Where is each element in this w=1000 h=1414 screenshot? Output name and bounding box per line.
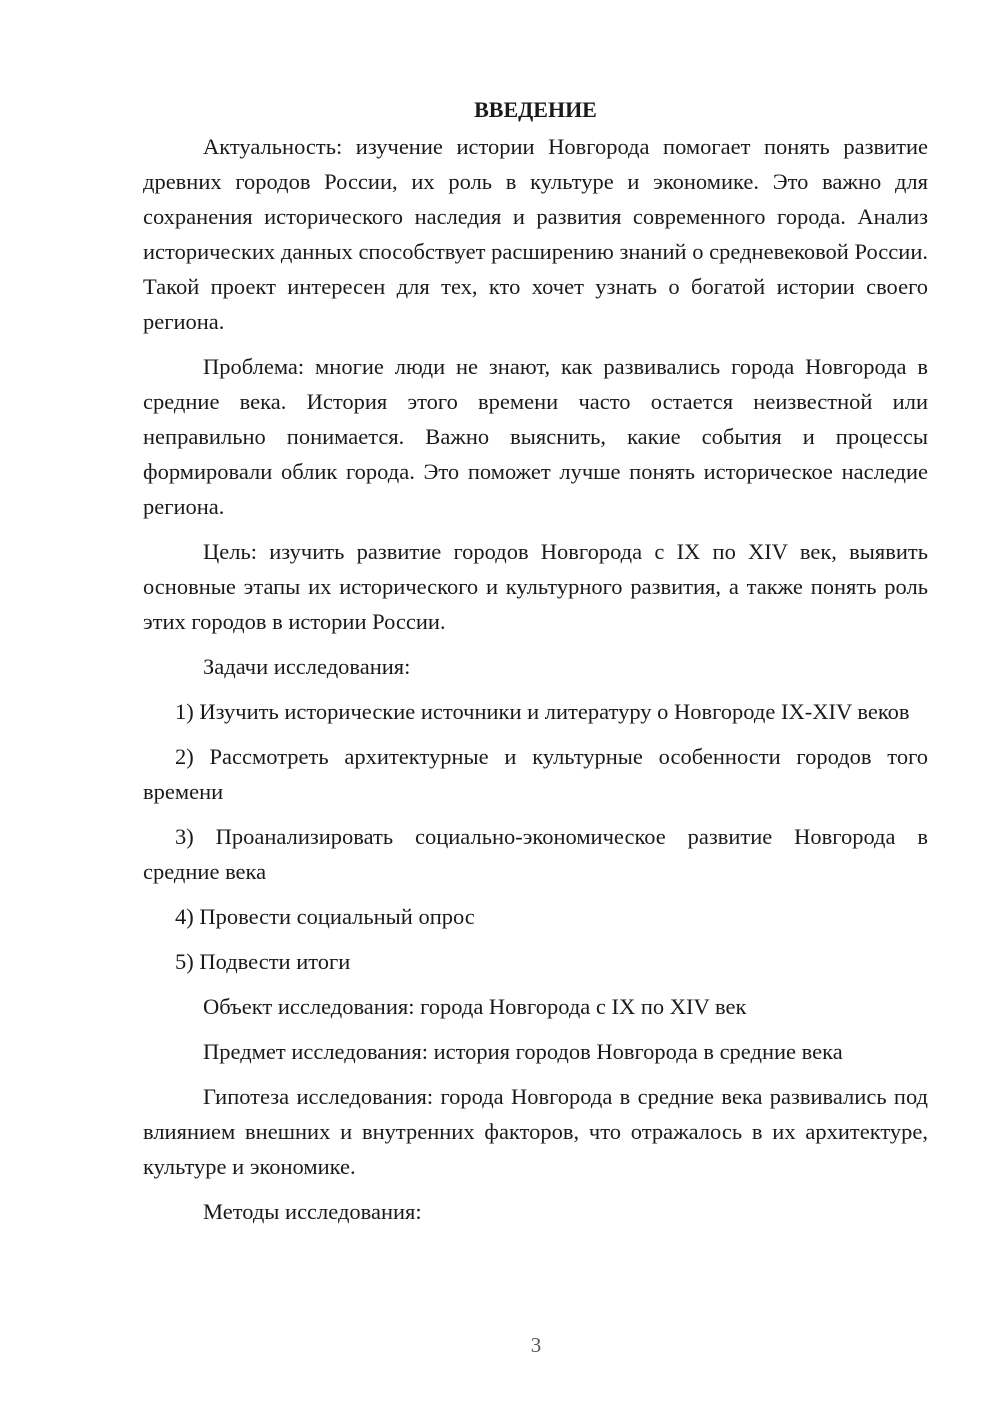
task-item: 5) Подвести итоги bbox=[175, 949, 351, 974]
task-item: 2) Рассмотреть архитектурные и культурные особенности городов того времени bbox=[143, 744, 928, 804]
object-paragraph: Объект исследования: города Новгорода с IX по XIV век bbox=[203, 994, 747, 1019]
page-number: 3 bbox=[530, 1333, 542, 1357]
relevance-paragraph: Актуальность: изучение истории Новгорода помогает понять развитие древних городов России, их роль в культуре и экономике. Это важно для сохранения исторического наследия и развития современного города. Анализ исторических данных способствует расширению знаний о средневековой России. Такой проект интересен для тех, кто хочет узнать о богатой истории своего региона. bbox=[143, 134, 928, 334]
subject-paragraph: Предмет исследования: история городов Новгорода в средние века bbox=[203, 1039, 843, 1064]
document-page bbox=[143, 92, 928, 1239]
section-title: ВВЕДЕНИЕ bbox=[474, 97, 597, 122]
goal-paragraph: Цель: изучить развитие городов Новгорода с IX по XIV век, выявить основные этапы их исторического и культурного развития, а также понять роль этих городов в истории России. bbox=[143, 539, 928, 634]
task-item: 1) Изучить исторические источники и литературу о Новгороде IX-XIV веков bbox=[175, 699, 910, 724]
task-item: 3) Проанализировать социально-экономическое развитие Новгорода в средние века bbox=[143, 824, 928, 884]
methods-heading: Методы исследования: bbox=[203, 1199, 422, 1224]
task-item: 4) Провести социальный опрос bbox=[175, 904, 475, 929]
problem-paragraph: Проблема: многие люди не знают, как развивались города Новгорода в средние века. История этого времени часто остается неизвестной или неправильно понимается. Важно выяснить, какие события и процессы формировали облик города. Это поможет лучше понять историческое наследие региона. bbox=[143, 354, 928, 519]
hypothesis-paragraph: Гипотеза исследования: города Новгорода в средние века развивались под влиянием внешних и внутренних факторов, что отражалось в их архитектуре, культуре и экономике. bbox=[143, 1084, 928, 1179]
tasks-heading: Задачи исследования: bbox=[203, 654, 411, 679]
